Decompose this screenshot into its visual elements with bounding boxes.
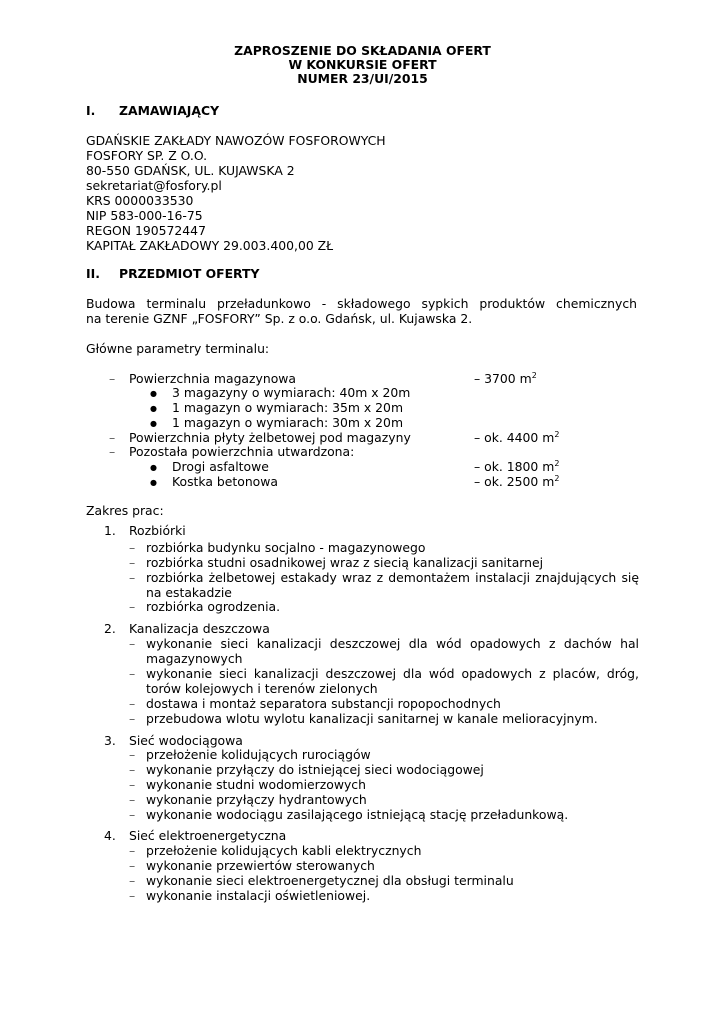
scope-item: wykonanie przyłączy hydrantowych	[146, 792, 367, 807]
param-subitem: 3 magazyny o wymiarach: 40m x 20m	[172, 385, 411, 400]
document-title	[0, 44, 725, 86]
dash-marker: –	[109, 371, 116, 386]
unit-superscript: 2	[554, 429, 560, 439]
param-value-text: – 3700 m	[474, 371, 532, 386]
dash-marker: –	[129, 599, 136, 614]
param-value	[474, 459, 559, 474]
section-1-title: ZAMAWIAJĄCY	[119, 103, 220, 118]
company-line: NIP 583-000-16-75	[86, 208, 203, 223]
bullet-marker: ●	[150, 389, 157, 398]
title-line-3: NUMER 23/UI/2015	[297, 71, 428, 86]
scope-item: przełożenie kolidujących rurociągów	[146, 747, 371, 762]
company-line: FOSFORY SP. Z O.O.	[86, 148, 208, 163]
section-2-heading	[86, 266, 259, 281]
scope-item-continuation: torów kolejowych i terenów zielonych	[146, 681, 378, 696]
section-1-number: I.	[86, 103, 96, 118]
dash-marker: –	[129, 843, 136, 858]
scope-title: Rozbiórki	[129, 523, 186, 538]
dash-marker: –	[129, 858, 136, 873]
unit-superscript: 2	[554, 473, 560, 483]
company-details	[86, 133, 386, 253]
dash-marker: –	[129, 666, 136, 681]
scope-item: wykonanie sieci elektroenergetycznej dla obsługi terminalu	[146, 873, 514, 888]
title-line-1: ZAPROSZENIE DO SKŁADANIA OFERT	[234, 43, 491, 58]
scope-item: wykonanie przewiertów sterowanych	[146, 858, 375, 873]
param-value	[474, 371, 537, 386]
param-label: Pozostała powierzchnia utwardzona:	[129, 444, 355, 459]
scope-item: rozbiórka budynku socjalno - magazynowego	[146, 540, 426, 555]
param-value	[474, 474, 559, 489]
bullet-marker: ●	[150, 478, 157, 487]
scope-title: Sieć wodociągowa	[129, 733, 243, 748]
dash-marker: –	[129, 555, 136, 570]
dash-marker: –	[129, 696, 136, 711]
scope-item-continuation: magazynowych	[146, 651, 243, 666]
unit-superscript: 2	[554, 458, 560, 468]
scope-item: wykonanie instalacji oświetleniowej.	[146, 888, 371, 903]
section-2-number: II.	[86, 266, 100, 281]
dash-marker: –	[129, 873, 136, 888]
dash-marker: –	[129, 762, 136, 777]
scope-number: 3.	[104, 733, 116, 748]
param-label: Powierzchnia magazynowa	[129, 371, 297, 386]
company-line: GDAŃSKIE ZAKŁADY NAWOZÓW FOSFOROWYCH	[86, 133, 386, 148]
param-value-text: – ok. 2500 m	[474, 474, 555, 489]
company-line: KAPITAŁ ZAKŁADOWY 29.003.400,00 ZŁ	[86, 238, 334, 253]
scope-item: rozbiórka ogrodzenia.	[146, 599, 281, 614]
param-subitem: Drogi asfaltowe	[172, 459, 269, 474]
dash-marker: –	[129, 888, 136, 903]
dash-marker: –	[129, 570, 136, 585]
params-heading: Główne parametry terminalu:	[86, 341, 270, 356]
bullet-marker: ●	[150, 419, 157, 428]
scope-item: rozbiórka żelbetowej estakady wraz z demontażem instalacji znajdujących się	[146, 570, 639, 585]
scope-title: Kanalizacja deszczowa	[129, 621, 270, 636]
company-line: 80-550 GDAŃSK, UL. KUJAWSKA 2	[86, 163, 295, 178]
section-2-title: PRZEDMIOT OFERTY	[119, 266, 260, 281]
unit-superscript: 2	[531, 370, 537, 380]
scope-item: wykonanie sieci kanalizacji deszczowej dla wód opadowych z dachów hal	[146, 636, 639, 651]
intro-line-1: Budowa terminalu przeładunkowo - składowego sypkich produktów chemicznych	[86, 296, 637, 311]
param-value-text: – ok. 1800 m	[474, 459, 555, 474]
param-subitem: 1 magazyn o wymiarach: 30m x 20m	[172, 415, 404, 430]
dash-marker: –	[129, 807, 136, 822]
dash-marker: –	[129, 747, 136, 762]
param-value-text: – ok. 4400 m	[474, 430, 555, 445]
dash-marker: –	[129, 711, 136, 726]
scope-item: przebudowa wlotu wylotu kanalizacji sanitarnej w kanale melioracyjnym.	[146, 711, 598, 726]
title-line-2: W KONKURSIE OFERT	[288, 57, 437, 72]
scope-item: dostawa i montaż separatora substancji ropopochodnych	[146, 696, 501, 711]
scope-number: 1.	[104, 523, 116, 538]
param-subitem: 1 magazyn o wymiarach: 35m x 20m	[172, 400, 404, 415]
dash-marker: –	[129, 540, 136, 555]
bullet-marker: ●	[150, 463, 157, 472]
scope-title: Sieć elektroenergetyczna	[129, 828, 287, 843]
dash-marker: –	[129, 777, 136, 792]
intro-line-2: na terenie GZNF „FOSFORY” Sp. z o.o. Gdańsk, ul. Kujawska 2.	[86, 311, 473, 326]
scope-item: rozbiórka studni osadnikowej wraz z siecią kanalizacji sanitarnej	[146, 555, 544, 570]
scope-heading: Zakres prac:	[86, 503, 164, 518]
param-subitem: Kostka betonowa	[172, 474, 278, 489]
scope-item: wykonanie przyłączy do istniejącej sieci wodociągowej	[146, 762, 484, 777]
company-line: REGON 190572447	[86, 223, 206, 238]
dash-marker: –	[109, 430, 116, 445]
scope-item: przełożenie kolidujących kabli elektrycznych	[146, 843, 422, 858]
param-value	[474, 430, 559, 445]
scope-number: 2.	[104, 621, 116, 636]
scope-item: wykonanie sieci kanalizacji deszczowej dla wód opadowych z placów, dróg,	[146, 666, 639, 681]
param-label: Powierzchnia płyty żelbetowej pod magazyny	[129, 430, 411, 445]
section-1-heading	[86, 103, 219, 118]
scope-item: wykonanie wodociągu zasilającego istniejącą stację przeładunkową.	[146, 807, 569, 822]
bullet-marker: ●	[150, 404, 157, 413]
company-line: KRS 0000033530	[86, 193, 194, 208]
dash-marker: –	[129, 792, 136, 807]
dash-marker: –	[129, 636, 136, 651]
dash-marker: –	[109, 444, 116, 459]
company-email: sekretariat@fosfory.pl	[86, 178, 222, 193]
scope-item: wykonanie studni wodomierzowych	[146, 777, 366, 792]
scope-number: 4.	[104, 828, 116, 843]
scope-item-continuation: na estakadzie	[146, 585, 232, 600]
